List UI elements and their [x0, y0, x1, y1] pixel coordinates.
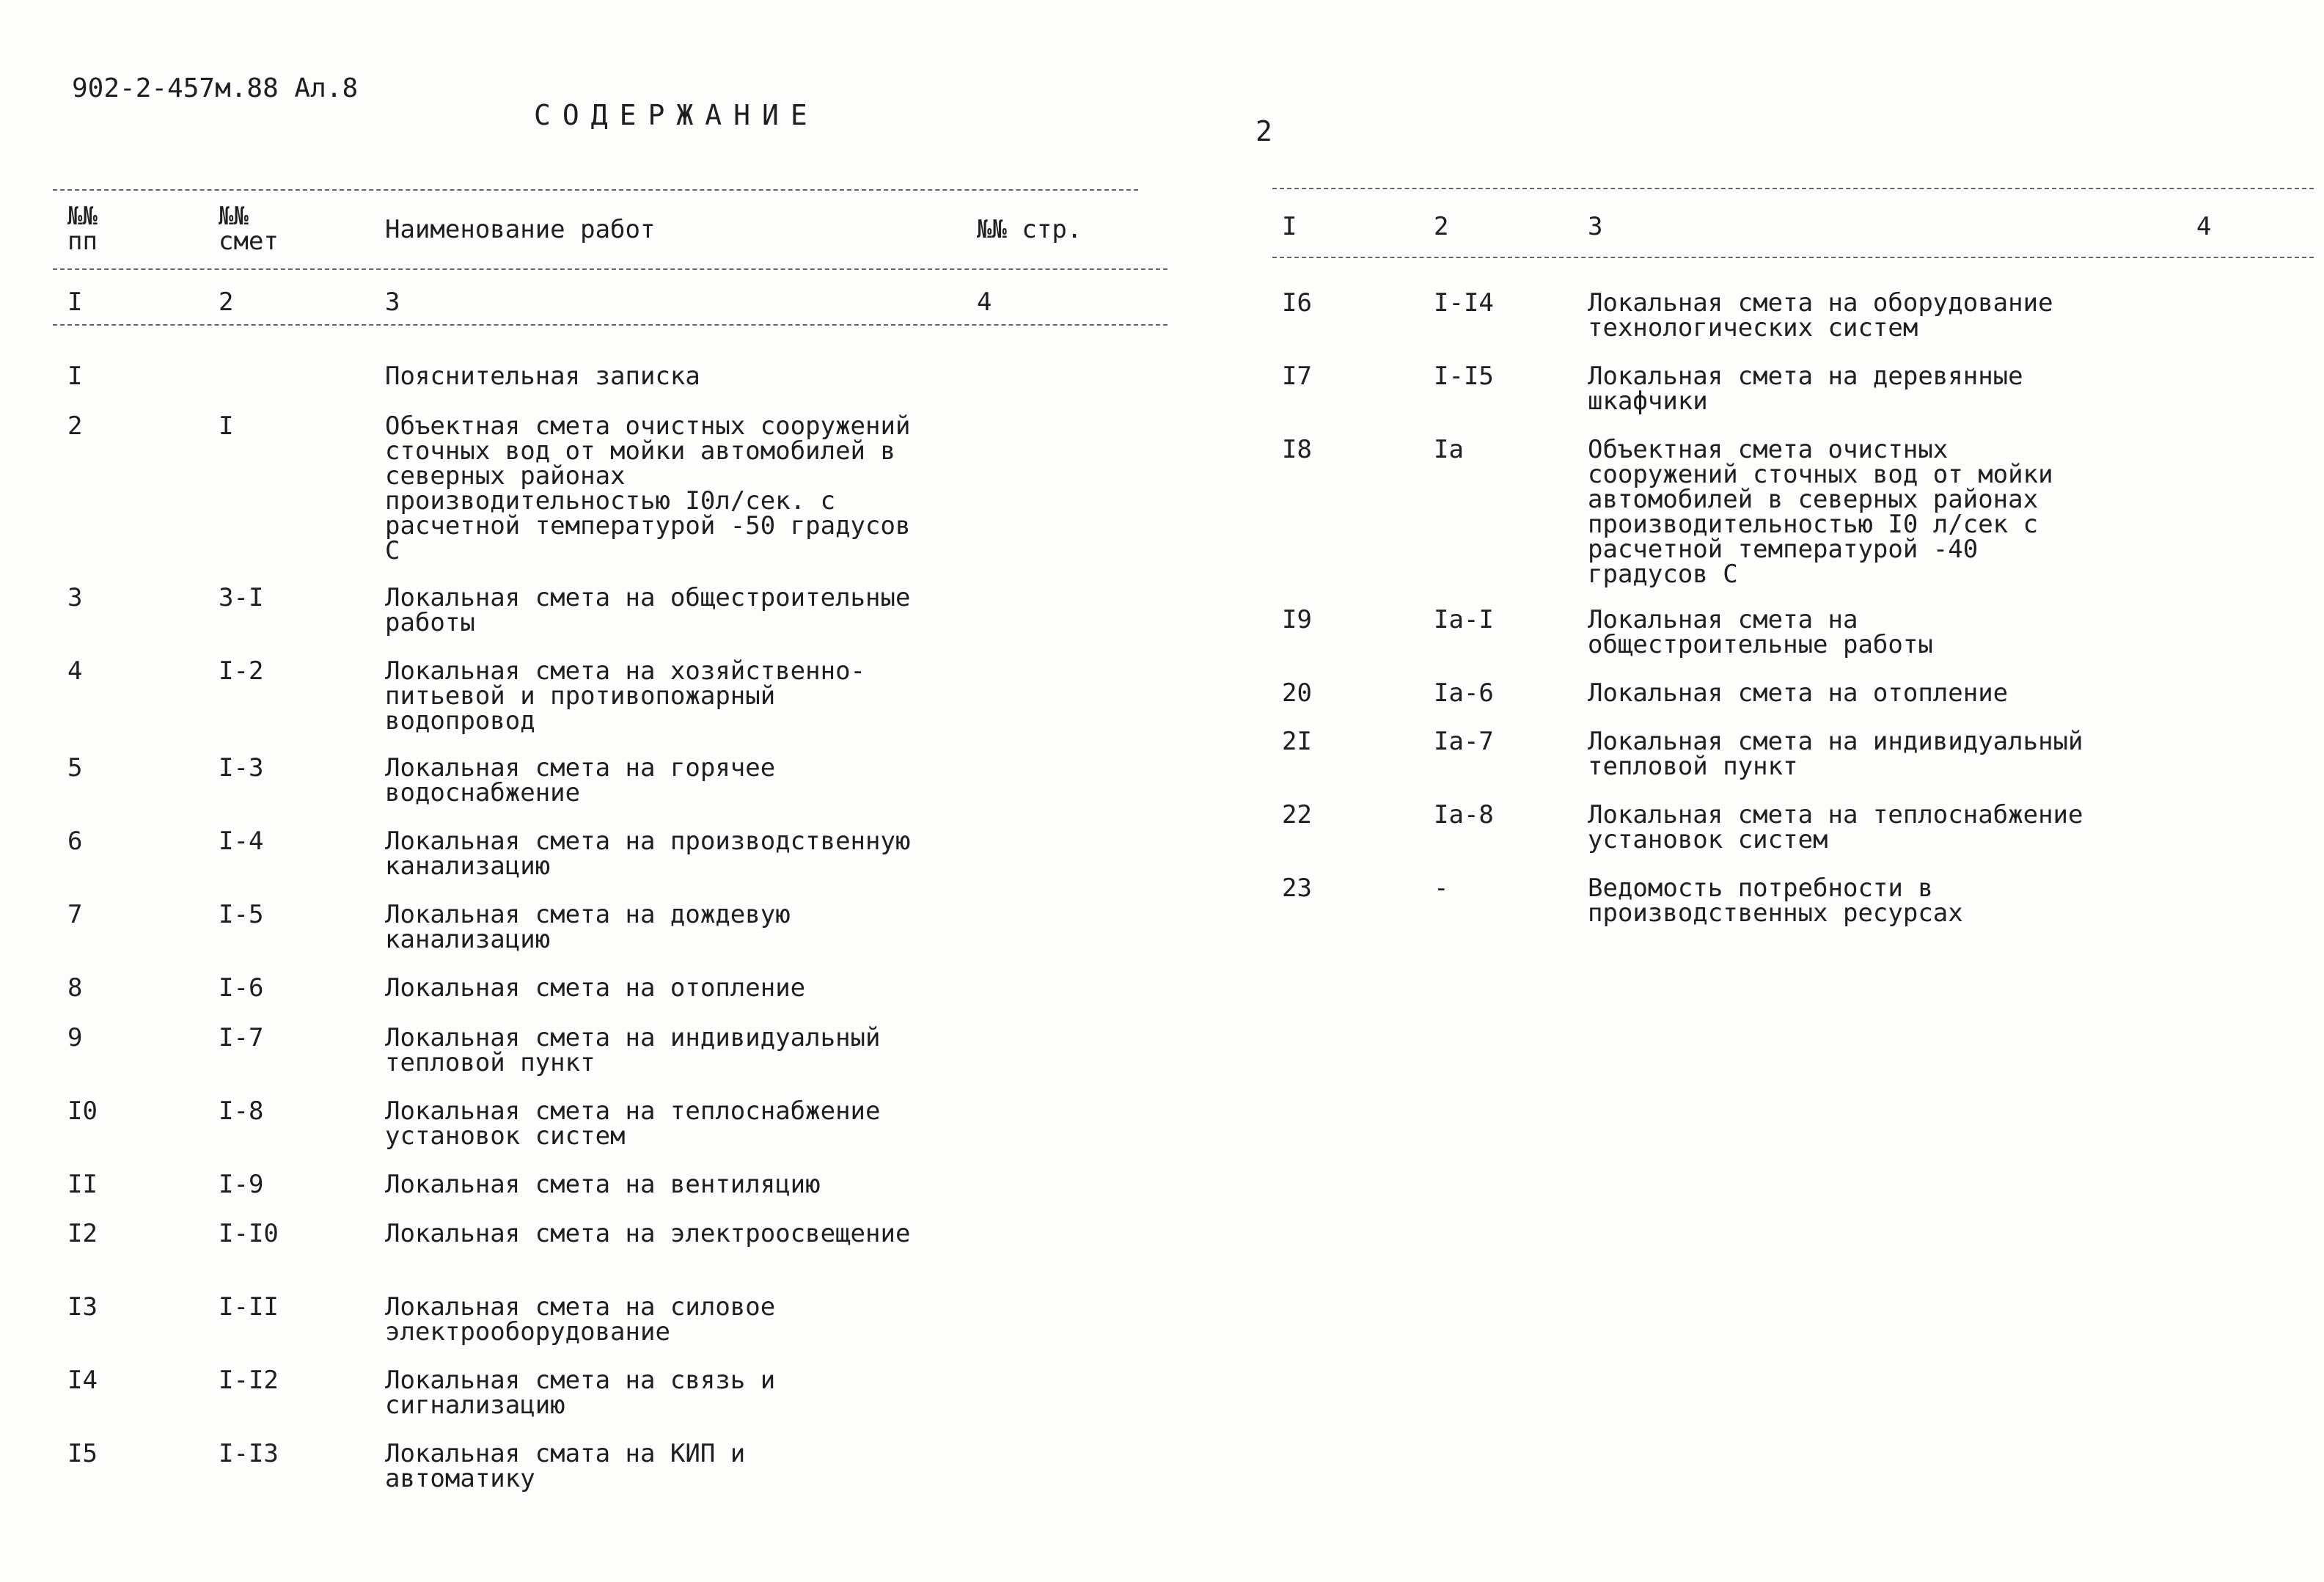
row-name: Локальная смета на вентиляцию	[385, 1170, 821, 1199]
row-num: I0	[67, 1096, 98, 1126]
row-estimate: I-I0	[219, 1219, 279, 1248]
row-name: Локальная смета на индивидуальный тепловой пункт	[385, 1023, 881, 1077]
row-num: II	[67, 1170, 98, 1199]
row-name: Локальная смета на отопление	[385, 973, 806, 1003]
row-estimate: I-6	[219, 973, 264, 1003]
left-colnum-3: 3	[385, 288, 400, 317]
row-estimate: I-3	[219, 753, 264, 783]
header-estimate: №№ смет	[219, 202, 279, 256]
row-num: 7	[67, 900, 83, 929]
row-name: Локальная смета на производственную канализацию	[385, 827, 911, 881]
row-num: I8	[1282, 435, 1312, 464]
row-num: I5	[67, 1439, 98, 1468]
row-num: I3	[67, 1292, 98, 1322]
row-name: Локальная смета на связь и сигнализацию	[385, 1366, 776, 1420]
row-name: Локальная смета на отопление	[1588, 678, 2009, 708]
row-name: Локальная смета на дождевую канализацию	[385, 900, 791, 954]
row-num: 20	[1282, 678, 1312, 708]
row-name: Пояснительная записка	[385, 362, 700, 391]
row-estimate: I-2	[219, 656, 264, 686]
row-estimate: Iа-6	[1434, 678, 1494, 708]
row-name: Локальная смета на теплоснабжение установок систем	[385, 1096, 881, 1151]
row-name: Объектная смета очистных сооружений сточных вод от мойки автомобилей в северных районах производительностью I0л/сек. с расчетной температурой -50 градусов С	[385, 411, 911, 565]
row-name: Локальная смета на индивидуальный тепловой пункт	[1588, 727, 2083, 781]
right-colnum-1: I	[1282, 212, 1297, 241]
row-num: I2	[67, 1219, 98, 1248]
page-number: 2	[1256, 115, 1272, 147]
right-colnum-4: 4	[2196, 212, 2212, 241]
header-page: №№ стр.	[977, 215, 1082, 244]
right-colnum-2: 2	[1434, 212, 1449, 241]
row-num: I4	[67, 1366, 98, 1395]
left-table-header-rule	[53, 268, 1168, 270]
row-name: Локальная смета на оборудование технологических систем	[1588, 288, 2053, 343]
row-name: Локальная смета на силовое электрооборудование	[385, 1292, 776, 1347]
right-table-top-rule	[1272, 188, 2314, 189]
row-num: 8	[67, 973, 83, 1003]
row-name: Локальная смета на деревянные шкафчики	[1588, 362, 2023, 416]
row-estimate: I-I5	[1434, 362, 1494, 391]
row-name: Локальная смета на общестроительные работы	[385, 583, 911, 637]
row-estimate: Iа-8	[1434, 800, 1494, 830]
row-name: Локальная смата на КИП и автоматику	[385, 1439, 746, 1493]
row-name: Локальная смета на общестроительные работы	[1588, 605, 1933, 659]
row-name: Локальная смета на электроосвещение	[385, 1219, 911, 1248]
row-num: I9	[1282, 605, 1312, 634]
row-estimate: -	[1434, 874, 1449, 903]
row-estimate: Iа-I	[1434, 605, 1494, 634]
row-estimate: I-5	[219, 900, 264, 929]
row-name: Локальная смета на горячее водоснабжение	[385, 753, 776, 808]
left-colnum-2: 2	[219, 288, 234, 317]
row-estimate: I-4	[219, 827, 264, 856]
row-num: 5	[67, 753, 83, 783]
row-estimate: 3-I	[219, 583, 264, 612]
left-colnum-4: 4	[977, 288, 992, 317]
row-estimate: Iа-7	[1434, 727, 1494, 756]
right-table-colnum-rule	[1272, 257, 2314, 258]
row-num: 2	[67, 411, 83, 441]
row-num: I6	[1282, 288, 1312, 318]
left-table-colnum-rule	[53, 324, 1168, 326]
row-estimate: I	[219, 411, 234, 441]
page-title: СОДЕРЖАНИЕ	[534, 99, 819, 131]
row-num: 23	[1282, 874, 1312, 903]
row-estimate: I-9	[219, 1170, 264, 1199]
row-name: Объектная смета очистных сооружений сточных вод от мойки автомобилей в северных районах производительностью I0 л/сек с расчетной температурой -40 градусов С	[1588, 435, 2053, 589]
row-estimate: Iа	[1434, 435, 1464, 464]
row-num: I	[67, 362, 83, 391]
row-name: Ведомость потребности в производственных ресурсах	[1588, 874, 1963, 928]
document-code: 902-2-457м.88 Ал.8	[72, 73, 359, 103]
left-colnum-1: I	[67, 288, 83, 317]
row-estimate: I-II	[219, 1292, 279, 1322]
row-estimate: I-I3	[219, 1439, 279, 1468]
header-num: №№ пп	[67, 202, 98, 256]
header-name: Наименование работ	[385, 215, 656, 244]
row-estimate: I-I2	[219, 1366, 279, 1395]
row-estimate: I-I4	[1434, 288, 1494, 318]
row-name: Локальная смета на теплоснабжение установок систем	[1588, 800, 2083, 854]
row-estimate: I-8	[219, 1096, 264, 1126]
row-num: 6	[67, 827, 83, 856]
row-num: 3	[67, 583, 83, 612]
row-num: 22	[1282, 800, 1312, 830]
right-colnum-3: 3	[1588, 212, 1603, 241]
row-name: Локальная смета на хозяйственно-питьевой и противопожарный водопровод	[385, 656, 866, 736]
row-estimate: I-7	[219, 1023, 264, 1052]
left-table-top-rule	[53, 189, 1138, 191]
row-num: 9	[67, 1023, 83, 1052]
row-num: I7	[1282, 362, 1312, 391]
row-num: 4	[67, 656, 83, 686]
row-num: 2I	[1282, 727, 1312, 756]
